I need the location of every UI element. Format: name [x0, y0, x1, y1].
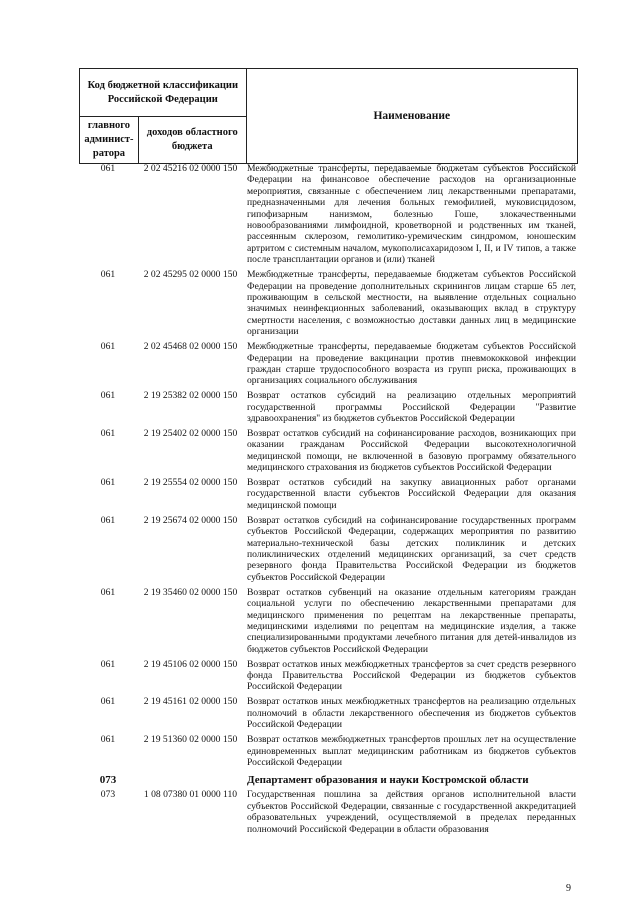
table-row — [79, 477, 578, 511]
admin-code: 061 — [100, 696, 116, 708]
table-row — [79, 341, 578, 387]
table-row — [79, 390, 578, 424]
income-code: 2 19 45161 02 0000 150 — [143, 696, 238, 708]
admin-code: 061 — [100, 269, 116, 281]
income-name: Возврат остатков субсидий на софинансирование государственных программ субъектов Российской Федерации, содержащих мероприятия по развитию материально-технической базы детских поликлиник и детских поликлинических отделений медицинских организаций, за счет средств резервного фонда Правительства Российской Федерации из бюджетов субъектов Российской Федерации — [247, 514, 576, 583]
income-code: 2 19 51360 02 0000 150 — [143, 734, 238, 746]
table-row — [79, 163, 578, 266]
income-name: Межбюджетные трансферты, передаваемые бюджетам субъектов Российской Федерации на проведение дополнительных скринингов лицам старше 65 лет, проживающим в сельской местности, на выявление отдельных социально значимых неинфекционных заболеваний, оказывающих вклад в структуру смертности населения, с возможностью доставки данных лиц в медицинские организации — [247, 269, 576, 338]
income-name: Возврат остатков субсидий на закупку авиационных работ органами государственной власти субъектов Российской Федерации для оказания медицинской помощи — [247, 477, 576, 511]
admin-code: 061 — [100, 514, 116, 526]
income-name: Возврат остатков иных межбюджетных трансфертов на реализацию отдельных полномочий в области лекарственного обеспечения из бюджетов субъектов Российской Федерации — [247, 696, 576, 731]
table-row — [79, 515, 578, 583]
income-code: 2 02 45468 02 0000 150 — [143, 341, 238, 353]
admin-code: 061 — [100, 163, 116, 174]
income-code: 1 08 07380 01 0000 110 — [143, 789, 238, 801]
income-name: Межбюджетные трансферты, передаваемые бюджетам субъектов Российской Федерации на проведение вакцинации против пневмококковой инфекции граждан старше трудоспособного возраста из групп риска, проживающих в организациях социального обслуживания — [247, 341, 576, 387]
income-name: Возврат остатков субсидий на реализацию отдельных мероприятий государственной программы Российской Федерации "Развитие здравоохранения" из бюджетов субъектов Российской Федерации — [247, 390, 576, 425]
admin-code: 061 — [100, 734, 116, 746]
table-row — [79, 734, 578, 768]
income-name: Межбюджетные трансферты, передаваемые бюджетам субъектов Российской Федерации на финансовое обеспечение расходов на организационные мероприятия, связанные с обеспечением лиц лекарственными препаратами, предназначенными для лечения больных гемофилией, муковисцидозом, гипофизарным нанизмом, болезнью Гоше, злокачественными новообразованиями лимфоидной, кроветворной и родственных им тканей, рассеянным склерозом, гемолитико-уремическим синдромом, юношеским артритом с системным началом, мукополисахаридозом I, II, и IV типов, а также после трансплантации органов и (или) тканей — [247, 163, 576, 266]
admin-code: 073 — [100, 789, 116, 801]
income-name: Возврат остатков межбюджетных трансфертов прошлых лет на осуществление единовременных выплат медицинским работникам из бюджетов субъектов Российской Федерации — [247, 734, 576, 768]
table-body — [79, 163, 578, 835]
income-code: 2 02 45295 02 0000 150 — [143, 269, 238, 281]
admin-code: 061 — [100, 341, 116, 353]
income-name: Возврат остатков иных межбюджетных трансфертов за счет средств резервного фонда Правительства Российской Федерации из бюджетов субъектов Российской Федерации — [247, 658, 576, 693]
table-row — [79, 587, 578, 655]
header-admin: главного админист-ратора — [80, 117, 139, 164]
section-row — [79, 774, 578, 787]
table-row — [79, 428, 578, 474]
income-code: 2 19 25382 02 0000 150 — [143, 390, 238, 402]
admin-code: 061 — [100, 390, 116, 402]
income-code: 2 02 45216 02 0000 150 — [143, 163, 238, 174]
admin-code: 061 — [100, 477, 116, 489]
header-income: доходов областного бюджета — [138, 117, 246, 164]
income-name: Возврат остатков субвенций на оказание отдельным категориям граждан социальной услуги по обеспечению лекарственными препаратами для медицинского применения по рецептам на лекарственные препараты, медицинскими изделиями по рецептам на медицинские изделия, а также специализированными продуктами лечебного питания для детей-инвалидов из бюджетов субъектов Российской Федерации — [247, 586, 576, 655]
admin-code: 061 — [100, 658, 116, 670]
income-name: Возврат остатков субсидий на софинансирование расходов, возникающих при оказании гражданам Российской Федерации высокотехнологичной медицинской помощи, не включенной в базовую программу обязательного медицинского страхования из бюджетов субъектов Российской Федерации — [247, 427, 576, 474]
income-code: 2 19 25402 02 0000 150 — [143, 427, 238, 439]
admin-code: 061 — [100, 427, 116, 439]
income-code: 2 19 25674 02 0000 150 — [143, 514, 238, 526]
table-row — [79, 789, 578, 835]
header-name: Наименование — [246, 69, 577, 164]
table-row — [79, 696, 578, 730]
table-row — [79, 269, 578, 337]
section-title: Департамент образования и науки Костромской области — [247, 774, 529, 787]
income-code: 2 19 45106 02 0000 150 — [143, 658, 238, 670]
table-header — [79, 68, 578, 164]
table-row — [79, 659, 578, 693]
income-code: 2 19 25554 02 0000 150 — [143, 477, 238, 489]
section-admin-code: 073 — [99, 774, 117, 787]
admin-code: 061 — [100, 586, 116, 598]
empty-cell — [137, 774, 244, 787]
income-name: Государственная пошлина за действия органов исполнительной власти субъектов Российской Федерации, связанные с государственной аккредитацией образовательных учреждений, осуществляемой в пределах переданных полномочий Российской Федерации в области образования — [247, 789, 576, 835]
page-number: 9 — [566, 883, 571, 894]
header-kbk: Код бюджетной классификации Российской Федерации — [80, 69, 247, 117]
income-code: 2 19 35460 02 0000 150 — [143, 586, 238, 598]
